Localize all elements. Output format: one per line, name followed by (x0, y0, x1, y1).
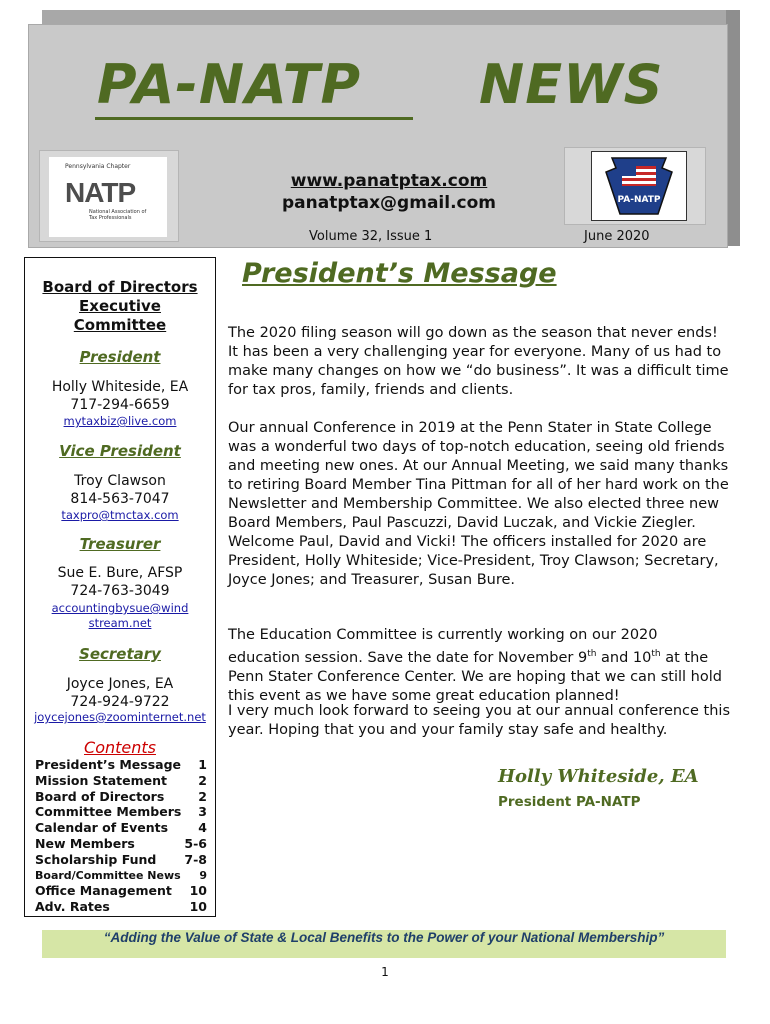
toc-item-page: 10 (189, 899, 207, 915)
toc-item-label: Scholarship Fund (35, 851, 157, 867)
article-title: President’s Message (242, 258, 557, 289)
toc-item-label: Board/Committee News (35, 868, 181, 882)
natp-logo-subtitle: National Association of Tax Professionals (89, 209, 147, 221)
toc-item-label: Calendar of Events (35, 820, 169, 836)
page-number: 1 (381, 965, 389, 979)
contact-block (239, 171, 539, 213)
toc-item[interactable] (35, 883, 207, 899)
newsletter-banner (28, 10, 740, 246)
toc-item-page: 10 (189, 883, 207, 899)
officer-email-secretary[interactable]: joycejones@zoominternet.net (34, 710, 206, 724)
toc-item-page: 9 (199, 868, 207, 882)
toc-item-page: 2 (198, 788, 207, 804)
article-paragraph-3-part-a: The Education Committee is currently working on our 2020 education session. Save the date for November 9 (228, 627, 658, 666)
officer-phone-president: 717-294-6659 (70, 397, 170, 413)
officer-name-secretary: Joyce Jones, EA (66, 676, 174, 692)
toc-item[interactable] (35, 868, 207, 884)
officer-role-vice-president: Vice President (59, 442, 181, 460)
officer-phone-treasurer: 724-763-3049 (70, 583, 170, 599)
toc-item[interactable] (35, 804, 207, 820)
natp-logo-wordmark: NATP (65, 177, 136, 208)
toc-item-label: Board of Directors (35, 788, 165, 804)
footer-tagline: “Adding the Value of State & Local Benefits to the Power of your National Membership” (42, 930, 726, 958)
toc-item-page: 1 (198, 757, 207, 772)
sidebar-heading-line3: Committee (73, 316, 167, 334)
article-paragraph-3 (228, 626, 730, 706)
article-paragraph-4: I very much look forward to seeing you at our annual conference this year. Hoping that you and your family stay safe and healthy. (228, 703, 731, 738)
pa-logo-text: PA-NATP (617, 195, 661, 205)
toc-item-label: President’s Message (35, 757, 182, 772)
toc-item[interactable] (35, 789, 207, 805)
toc-item[interactable] (35, 773, 207, 789)
article-paragraph-3-part-b: and 10 (596, 649, 652, 666)
pa-natp-logo (591, 151, 687, 221)
toc-item-page: 4 (198, 820, 207, 836)
masthead-underline (95, 117, 413, 120)
toc-item-page: 5-6 (184, 835, 207, 851)
officer-name-vice-president: Troy Clawson (74, 473, 166, 489)
toc-item-page: 3 (198, 804, 207, 820)
signature: Holly Whiteside, EA (498, 766, 699, 787)
officer-phone-secretary: 724-924-9722 (70, 694, 170, 710)
natp-logo (49, 157, 167, 237)
banner-bevel-side (726, 10, 740, 246)
contents-title: Contents (84, 738, 156, 757)
officer-name-president: Holly Whiteside, EA (51, 379, 189, 395)
banner-face (28, 24, 728, 248)
officer-name-treasurer: Sue E. Bure, AFSP (57, 565, 183, 581)
sidebar-heading-line1: Board of Directors (42, 278, 198, 296)
table-of-contents (35, 757, 207, 915)
volume-issue: Volume 32, Issue 1 (309, 229, 433, 244)
website-link[interactable]: www.panatptax.com (290, 171, 488, 191)
toc-item-label: Mission Statement (35, 772, 167, 788)
officer-role-secretary: Secretary (79, 645, 161, 663)
toc-item-page: 7-8 (184, 851, 207, 867)
toc-item[interactable] (35, 836, 207, 852)
officer-email-vice-president[interactable]: taxpro@tmctax.com (61, 508, 179, 522)
toc-item-label: Adv. Rates (35, 899, 110, 915)
sidebar-heading-line2: Executive (79, 297, 161, 315)
banner-bevel-top (42, 10, 740, 24)
officer-email-treasurer-line1[interactable]: accountingbysue@wind (51, 601, 189, 615)
contact-email: panatptax@gmail.com (281, 193, 496, 213)
sidebar-board-directory (24, 257, 216, 917)
masthead-title-left: PA-NATP (97, 53, 362, 116)
masthead-title-right: NEWS (479, 53, 664, 116)
officer-email-treasurer-line2[interactable]: stream.net (88, 616, 152, 630)
toc-item-label: New Members (35, 835, 135, 851)
article-paragraph-2: Our annual Conference in 2019 at the Penn Stater in State College was a wonderful two days of top-notch education, seeing old friends and meeting new ones. At our Annual Meeting, we said many thanks to retiring Board Member Tina Pittman for all of her hard work on the Newsletter and Membership Committee. We also elected three new Board Members, Paul Pascuzzi, David Luczak, and Vickie Ziegler. Welcome Paul, David and Vicki! The officers installed for 2020 are President, Holly Whiteside; Vice-President, Troy Clawson; Secretary, Joyce Jones; and Treasurer, Susan Bure. (228, 420, 729, 588)
officer-phone-vice-president: 814-563-7047 (70, 491, 170, 507)
article-paragraph-3-part-c: at the Penn Stater Conference Center. We are hoping that we can still hold this event as we have some great education planned! (228, 649, 722, 704)
toc-item-label: Office Management (35, 883, 172, 899)
officer-email-president[interactable]: mytaxbiz@live.com (63, 414, 177, 428)
ordinal-suffix: th (651, 649, 661, 659)
officer-role-treasurer: Treasurer (79, 535, 161, 553)
toc-item[interactable] (35, 852, 207, 868)
toc-item-page: 2 (198, 772, 207, 788)
issue-date: June 2020 (584, 229, 650, 244)
toc-item[interactable] (35, 899, 207, 915)
signature-title: President PA-NATP (498, 794, 641, 810)
toc-item[interactable] (35, 820, 207, 836)
toc-item-label: Committee Members (35, 804, 182, 820)
keystone-flag-icon (592, 152, 686, 220)
officer-role-president: President (79, 348, 161, 366)
natp-logo-caption: Pennsylvania Chapter (65, 163, 131, 170)
toc-item[interactable] (35, 757, 207, 773)
article-paragraph-1: The 2020 filing season will go down as the season that never ends! It has been a very challenging year for everyone. Many of us had to make many changes on how we “do business”. It was a difficult time for tax pros, family, friends and clients. (228, 325, 729, 398)
ordinal-suffix: th (587, 649, 597, 659)
